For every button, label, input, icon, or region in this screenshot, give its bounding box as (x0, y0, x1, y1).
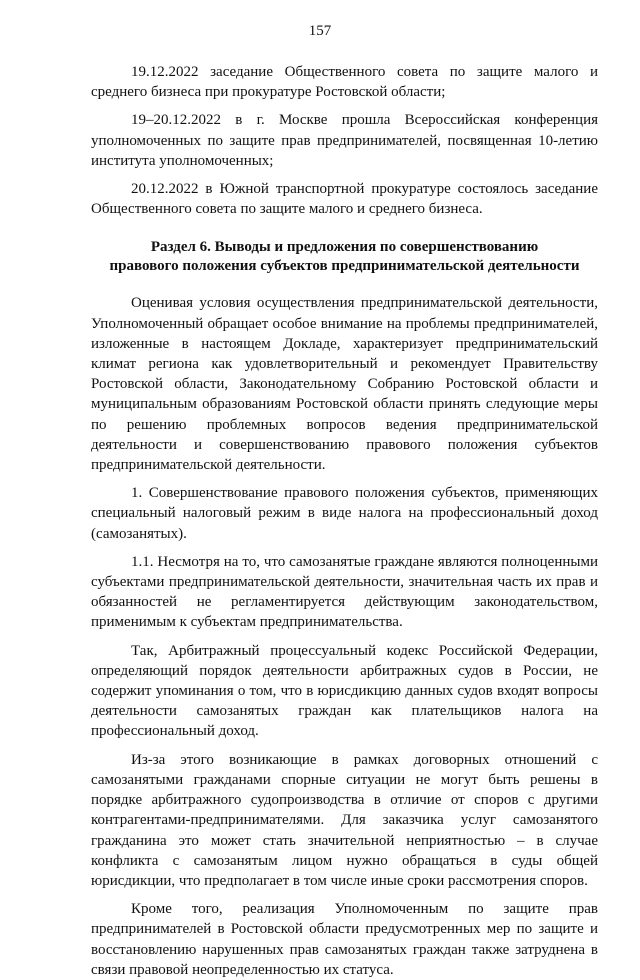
paragraph-event-1: 19.12.2022 заседание Общественного совета по защите малого и среднего бизнеса при прокуратуре Ростовской области; (91, 64, 598, 101)
page-content (91, 62, 598, 980)
paragraph-disputes: Из-за этого возникающие в рамках договорных отношений с самозанятыми гражданами спорные ситуации не могут быть решены в порядке арбитражного судопроизводства в отличие от споров с другими контрагентами-предпринимателями. Для заказчика услуг самозанятого гражданина это может стать значительной неприятностью – в случае конфликта с самозанятым лицом нужно обращаться в суды общей юрисдикции, что предполагает в том числе иные сроки рассмотрения споров. (91, 751, 598, 889)
paragraph-assessment: Оценивая условия осуществления предпринимательской деятельности, Уполномоченный обращает особое внимание на проблемы предпринимателей, изложенные в настоящем Докладе, характеризует предпринимательский климат региона как удовлетворительный и рекомендует Правительству Ростовской области, Законодательному Собранию Ростовской области и муниципальным образованиям Ростовской области принять следующие меры по решению проблемных вопросов ведения предпринимательской деятельности и совершенствованию правового положения субъектов предпринимательской деятельности. (91, 295, 598, 474)
paragraph-arbitration-code: Так, Арбитражный процессуальный кодекс Российской Федерации, определяющий порядок деятельности арбитражных судов в России, не содержит упоминания о том, что в юрисдикцию данных судов входят вопросы деятельности самозанятых граждан как плательщиков налога на профессиональный доход. (91, 642, 598, 740)
section-heading-line-1: Раздел 6. Выводы и предложения по совершенствованию (150, 239, 539, 256)
paragraph-item-1-1: 1.1. Несмотря на то, что самозанятые граждане являются полноценными субъектами предпринимательской деятельности, значительная часть их прав и обязанностей не регламентируется действующим законодательством, применимым к субъектам предпринимательства. (91, 553, 598, 631)
section-heading-line-2: правового положения субъектов предпринимательской деятельности (109, 258, 580, 275)
section-heading (91, 238, 598, 276)
paragraph-event-2: 19–20.12.2022 в г. Москве прошла Всероссийская конференция уполномоченных по защите прав предпринимателей, посвященная 10-летию института уполномоченных; (91, 112, 598, 169)
paragraph-ombudsman-measures: Кроме того, реализация Уполномоченным по защите прав предпринимателей в Ростовской области предусмотренных мер по защите и восстановлению нарушенных прав самозанятых граждан также затруднена в связи правовой неопределенностью их статуса. (91, 901, 598, 978)
page-number: 157 (308, 23, 332, 39)
paragraph-event-3: 20.12.2022 в Южной транспортной прокуратуре состоялось заседание Общественного совета по защите малого и среднего бизнеса. (91, 181, 598, 218)
paragraph-item-1: 1. Совершенствование правового положения субъектов, применяющих специальный налоговый режим в виде налога на профессиональный доход (самозанятых). (91, 485, 598, 542)
